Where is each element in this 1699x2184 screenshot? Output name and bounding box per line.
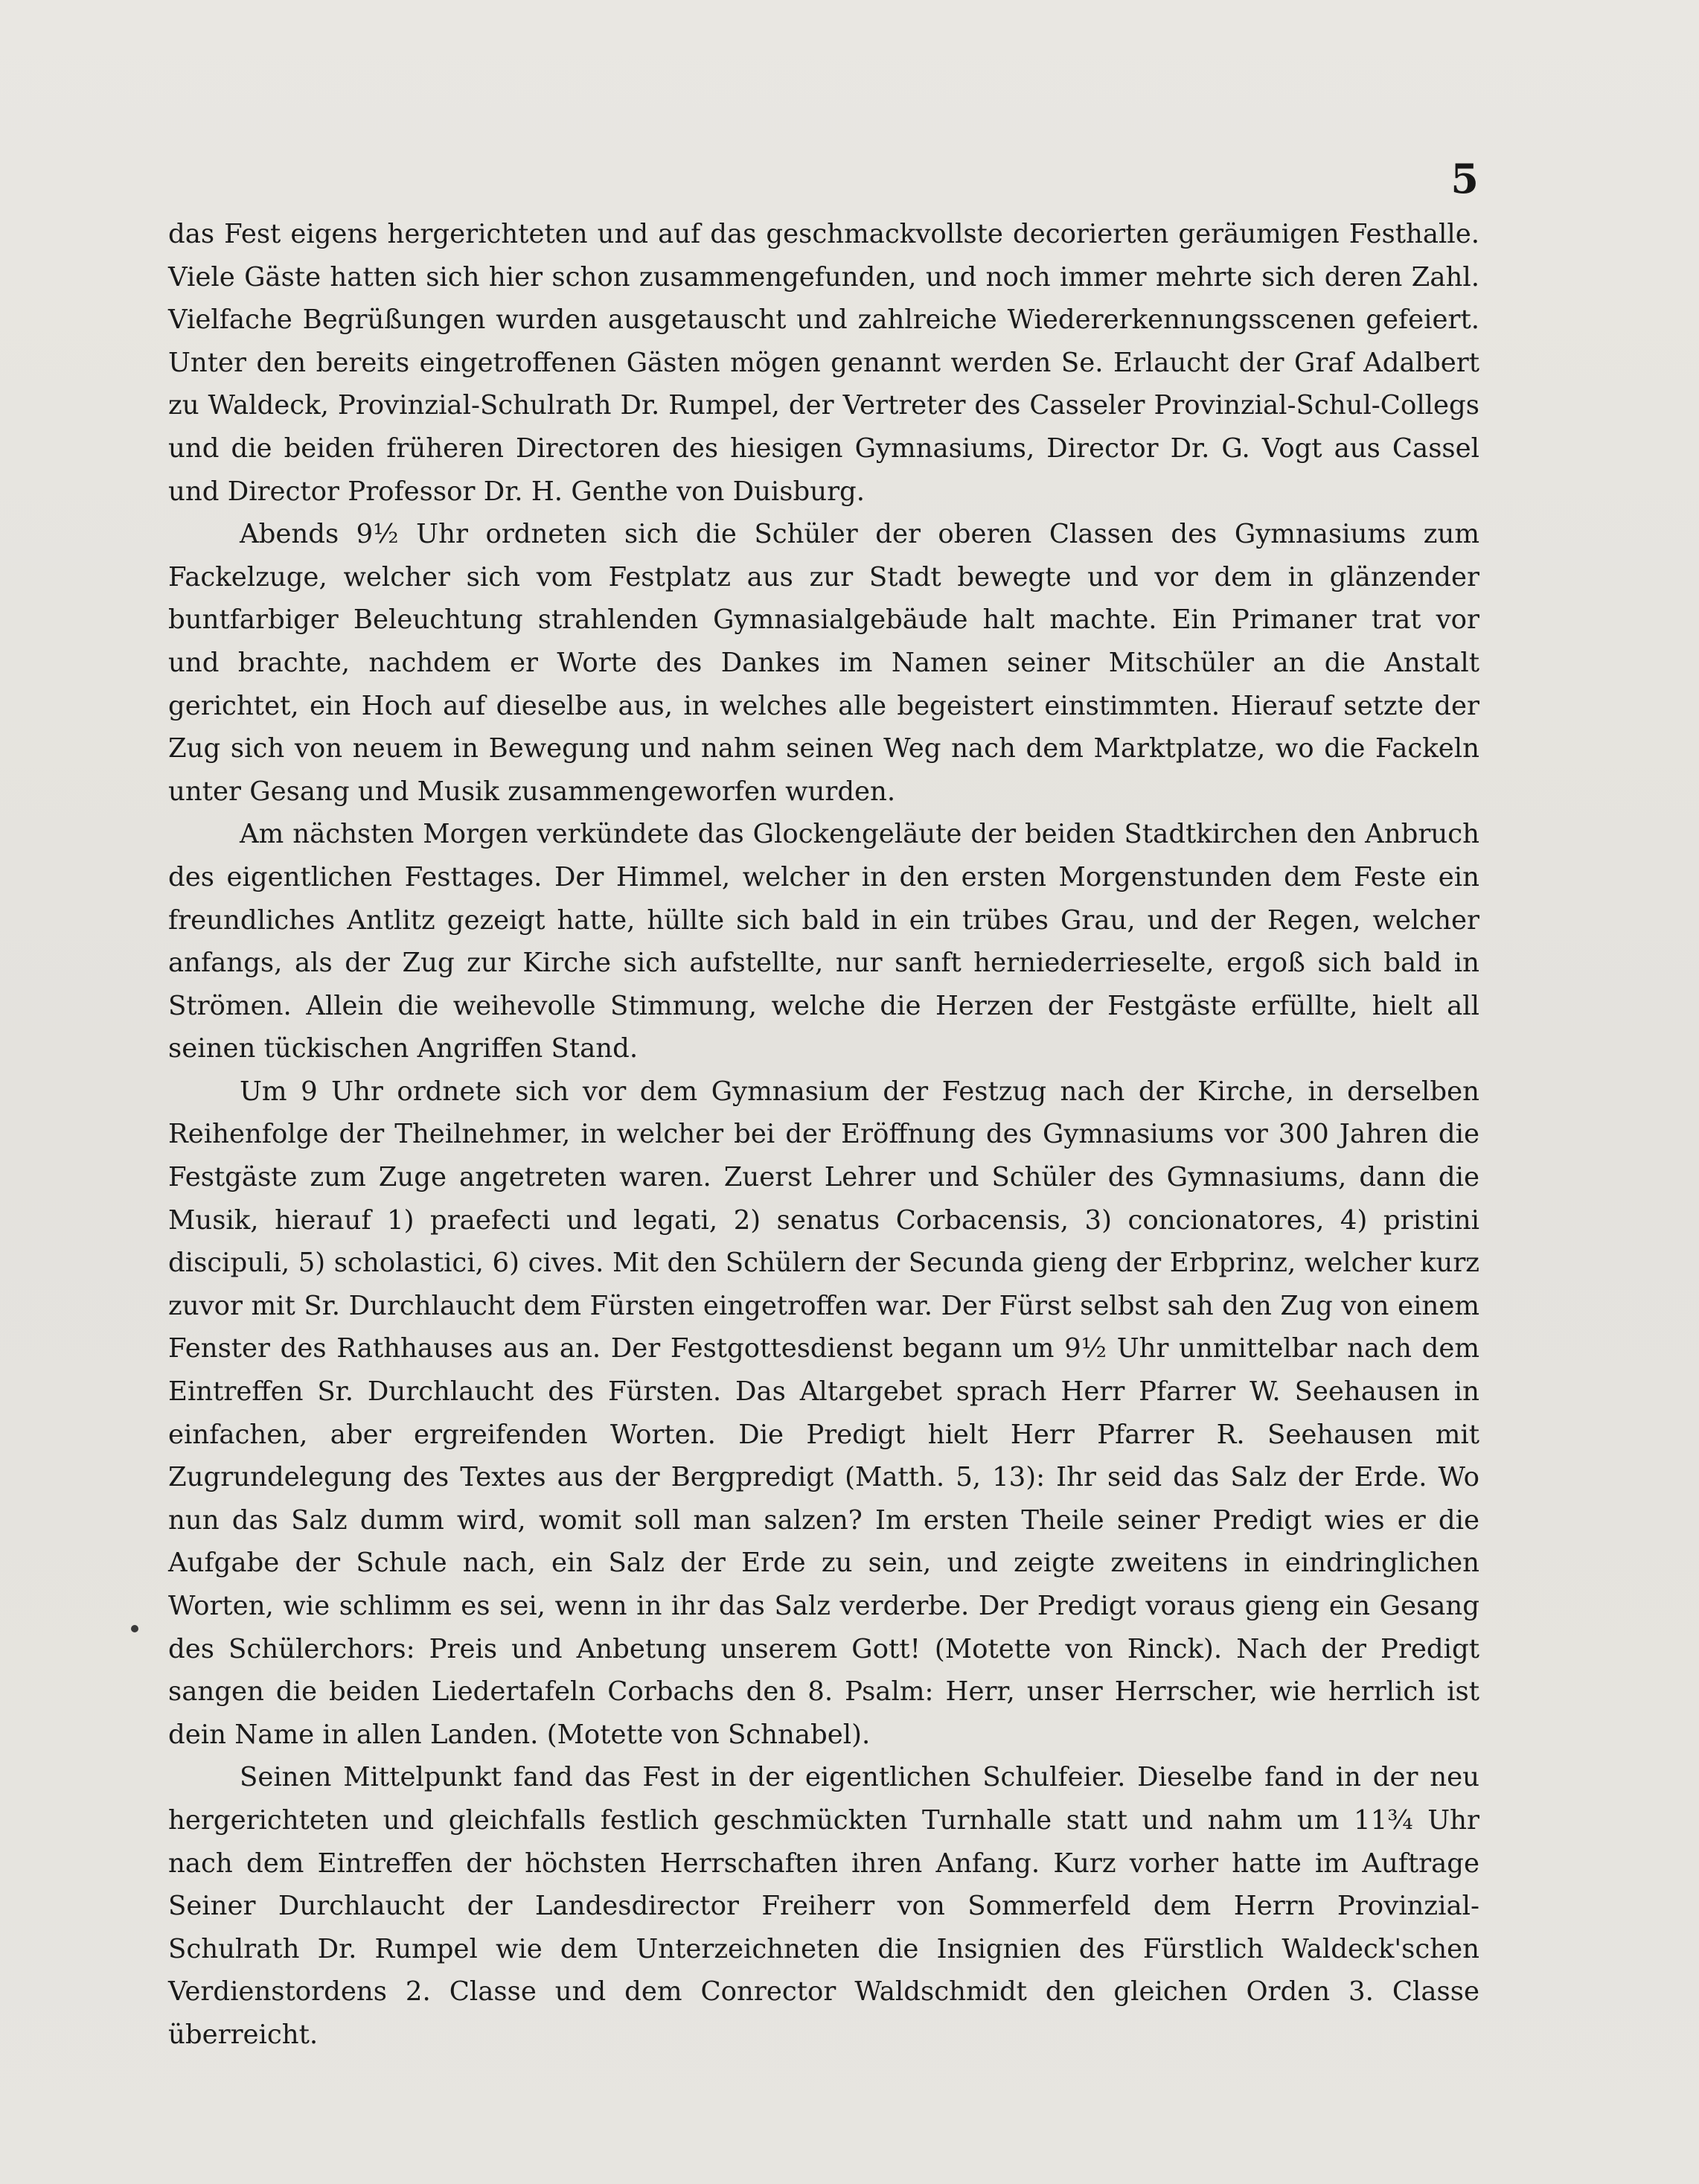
paragraph-festhalle: das Fest eigens hergerichteten und auf das geschmackvollste decorierten geräumigen Festhalle. Viele Gäste hatten sich hier schon zusammengefunden, und noch immer mehrte sich deren Zahl. Vielfache Begrüßungen wurden ausgetauscht und zahlreiche Wiedererkennungsscenen gefeiert. Unter den bereits eingetroffenen Gästen mögen genannt werden Se. Erlaucht der Graf Adalbert zu Waldeck, Provinzial-Schulrath Dr. Rumpel, der Vertreter des Casseler Provinzial-Schul-Collegs und die beiden früheren Directoren des hiesigen Gymnasiums, Director Dr. G. Vogt aus Cassel und Director Professor Dr. H. Genthe von Duisburg.: [168, 219, 1479, 507]
paragraph-festzug-kirche: Um 9 Uhr ordnete sich vor dem Gymnasium der Festzug nach der Kirche, in derselben Reihenfolge der Theilnehmer, in welcher bei der Eröffnung des Gymnasiums vor 300 Jahren die Festgäste zum Zuge angetreten waren. Zuerst Lehrer und Schüler des Gymnasiums, dann die Musik, hierauf 1) praefecti und legati, 2) senatus Corbacensis, 3) concionatores, 4) pristini discipuli, 5) scholastici, 6) cives. Mit den Schülern der Secunda gieng der Erbprinz, welcher kurz zuvor mit Sr. Durchlaucht dem Fürsten eingetroffen war. Der Fürst selbst sah den Zug von einem Fenster des Rathhauses aus an. Der Festgottesdienst begann um 9½ Uhr unmittelbar nach dem Eintreffen Sr. Durchlaucht des Fürsten. Das Altargebet sprach Herr Pfarrer W. Seehausen in einfachen, aber ergreifenden Worten. Die Predigt hielt Herr Pfarrer R. Seehausen mit Zugrundelegung des Textes aus der Bergpredigt (Matth. 5, 13): Ihr seid das Salz der Erde. Wo nun das Salz dumm wird, womit soll man salzen? Im ersten Theile seiner Predigt wies er die Aufgabe der Schule nach, ein Salz der Erde zu sein, und zeigte zweitens in eindringlichen Worten, wie schlimm es sei, wenn in ihr das Salz verderbe. Der Predigt voraus gieng ein Gesang des Schülerchors: Preis und Anbetung unserem Gott! (Motette von Rinck). Nach der Predigt sangen die beiden Liedertafeln Corbachs den 8. Psalm: Herr, unser Herrscher, wie herrlich ist dein Name in allen Landen. (Motette von Schnabel).: [168, 1076, 1479, 1750]
body-text: [168, 213, 1479, 2057]
page-number: 5: [1450, 155, 1479, 202]
paragraph-festtag-morgen: Am nächsten Morgen verkündete das Glockengeläute der beiden Stadtkirchen den Anbruch des eigentlichen Festtages. Der Himmel, welcher in den ersten Morgenstunden dem Feste ein freundliches Antlitz gezeigt hatte, hüllte sich bald in ein trübes Grau, und der Regen, welcher anfangs, als der Zug zur Kirche sich aufstellte, nur sanft herniederrieselte, ergoß sich bald in Strömen. Allein die weihevolle Stimmung, welche die Herzen der Festgäste erfüllte, hielt all seinen tückischen Angriffen Stand.: [168, 819, 1479, 1064]
margin-ink-dot: [131, 1625, 138, 1632]
paragraph-schulfeier: Seinen Mittelpunkt fand das Fest in der eigentlichen Schulfeier. Dieselbe fand in der neu hergerichteten und gleichfalls festlich geschmückten Turnhalle statt und nahm um 11¾ Uhr nach dem Eintreffen der höchsten Herrschaften ihren Anfang. Kurz vorher hatte im Auftrage Seiner Durchlaucht der Landesdirector Freiherr von Sommerfeld dem Herrn Provinzial-Schulrath Dr. Rumpel wie dem Unterzeichneten die Insignien des Fürstlich Waldeck'schen Verdienstordens 2. Classe und dem Conrector Waldschmidt den gleichen Orden 3. Classe überreicht.: [168, 1762, 1479, 2050]
paragraph-fackelzug: Abends 9½ Uhr ordneten sich die Schüler der oberen Classen des Gymnasiums zum Fackelzuge, welcher sich vom Festplatz aus zur Stadt bewegte und vor dem in glänzender buntfarbiger Beleuchtung strahlenden Gymnasialgebäude halt machte. Ein Primaner trat vor und brachte, nachdem er Worte des Dankes im Namen seiner Mitschüler an die Anstalt gerichtet, ein Hoch auf dieselbe aus, in welches alle begeistert einstimmten. Hierauf setzte der Zug sich von neuem in Bewegung und nahm seinen Weg nach dem Marktplatze, wo die Fackeln unter Gesang und Musik zusammengeworfen wurden.: [168, 519, 1479, 807]
